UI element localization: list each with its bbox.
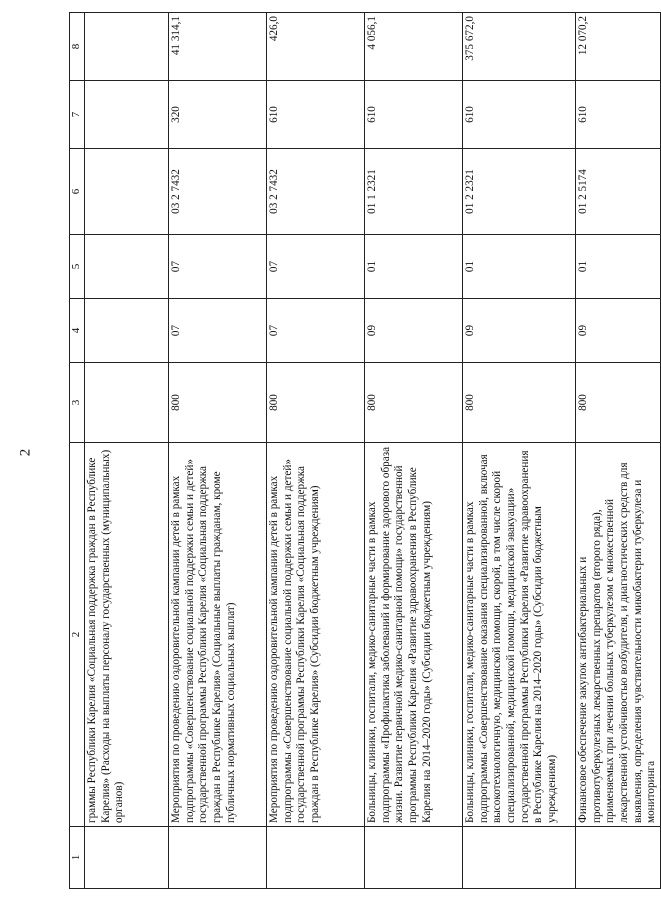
page-number: 2	[17, 448, 34, 457]
table-row	[576, 13, 661, 889]
code-cell: 07	[169, 299, 267, 363]
code-cell: 01 2 5174	[576, 149, 661, 235]
code-cell	[85, 149, 169, 235]
row-number-cell	[267, 827, 365, 889]
header-cell: 7	[70, 81, 85, 149]
code-cell: 01 1 2321	[365, 149, 463, 235]
code-cell	[85, 299, 169, 363]
header-row	[70, 13, 85, 889]
code-cell: 01	[576, 235, 661, 299]
header-cell: 4	[70, 299, 85, 363]
amount-cell: 426,0	[267, 13, 365, 81]
header-cell: 3	[70, 363, 85, 443]
code-cell: 07	[169, 235, 267, 299]
row-description: Мероприятия по проведению оздоровительной кампании детей в рамках подпрограммы «Совершенствование социальной поддержки семьи и детей» государственной программы Республики Карелия «Социальная поддержка граждан в Республике Карелия» (Субсидии бюджетным учреждениям)	[267, 443, 365, 827]
row-number-cell	[169, 827, 267, 889]
code-cell	[85, 235, 169, 299]
budget-table	[69, 12, 661, 889]
code-cell: 07	[267, 235, 365, 299]
row-description: Больницы, клиники, госпитали, медико-санитарные части в рамках подпрограммы «Профилактика заболеваний и формирование здорового образа жизни. Развитие первичной медико-санитарной помощи» государственной программы Республики Карелия «Развитие здравоохранения в Республике Карелия на 2014–2020 годы» (Субсидии бюджетным учреждениям)	[365, 443, 463, 827]
amount-cell: 4 056,1	[365, 13, 463, 81]
row-number-cell	[463, 827, 576, 889]
code-cell: 01	[365, 235, 463, 299]
code-cell: 610	[576, 81, 661, 149]
header-cell: 5	[70, 235, 85, 299]
code-cell	[85, 81, 169, 149]
row-description: Больницы, клиники, госпитали, медико-санитарные части в рамках подпрограммы «Совершенствование оказания специализированной, включая высокотехнологичную, медицинской помощи, скорой, в том числе скорой специализированной, медицинской помощи, медицинской эвакуации» государственной программы Республики Карелия «Развитие здравоохранения в Республике Карелия на 2014–2020 годы» (Субсидии бюджетным учреждениям)	[463, 443, 576, 827]
row-description: Мероприятия по проведению оздоровительной кампании детей в рамках подпрограммы «Совершенствование социальной поддержки семьи и детей» государственной программы Республики Карелия «Социальная поддержка граждан в Республике Карелия» (Социальные выплаты гражданам, кроме публичных нормативных социальных выплат)	[169, 443, 267, 827]
code-cell: 800	[267, 363, 365, 443]
code-cell: 800	[365, 363, 463, 443]
code-cell: 09	[365, 299, 463, 363]
code-cell: 03 2 7432	[267, 149, 365, 235]
table-row	[267, 13, 365, 889]
amount-cell	[85, 13, 169, 81]
code-cell: 07	[267, 299, 365, 363]
code-cell: 610	[463, 81, 576, 149]
code-cell	[85, 363, 169, 443]
table-row	[365, 13, 463, 889]
header-cell: 1	[70, 827, 85, 889]
code-cell: 800	[576, 363, 661, 443]
header-cell: 8	[70, 13, 85, 81]
amount-cell: 41 314,1	[169, 13, 267, 81]
rotated-table-container	[69, 13, 658, 889]
row-description: граммы Республики Карелия «Социальная поддержка граждан в Республике Карелия» (Расходы на выплаты персоналу государственных (муниципальных) органов)	[85, 443, 169, 827]
code-cell: 09	[463, 299, 576, 363]
code-cell: 01	[463, 235, 576, 299]
amount-cell: 375 672,0	[463, 13, 576, 81]
code-cell: 610	[267, 81, 365, 149]
code-cell: 800	[169, 363, 267, 443]
amount-cell: 12 070,2	[576, 13, 661, 81]
row-description: Финансовое обеспечение закупок антибактериальных и противотуберкулезных лекарственных препаратов (второго ряда), применяемых при лечении больных туберкулезом с множественной лекарственной устойчивостью возбудителя, и диагностических средств для выявления, определения чувствительности микобактерии туберкулеза и мониторинга	[576, 443, 661, 827]
code-cell: 320	[169, 81, 267, 149]
code-cell: 09	[576, 299, 661, 363]
code-cell: 800	[463, 363, 576, 443]
table-row	[85, 13, 169, 889]
row-number-cell	[365, 827, 463, 889]
header-cell: 2	[70, 443, 85, 827]
header-cell: 6	[70, 149, 85, 235]
row-number-cell	[85, 827, 169, 889]
code-cell: 01 2 2321	[463, 149, 576, 235]
table-row	[463, 13, 576, 889]
code-cell: 03 2 7432	[169, 149, 267, 235]
row-number-cell	[576, 827, 661, 889]
code-cell: 610	[365, 81, 463, 149]
table-row	[169, 13, 267, 889]
